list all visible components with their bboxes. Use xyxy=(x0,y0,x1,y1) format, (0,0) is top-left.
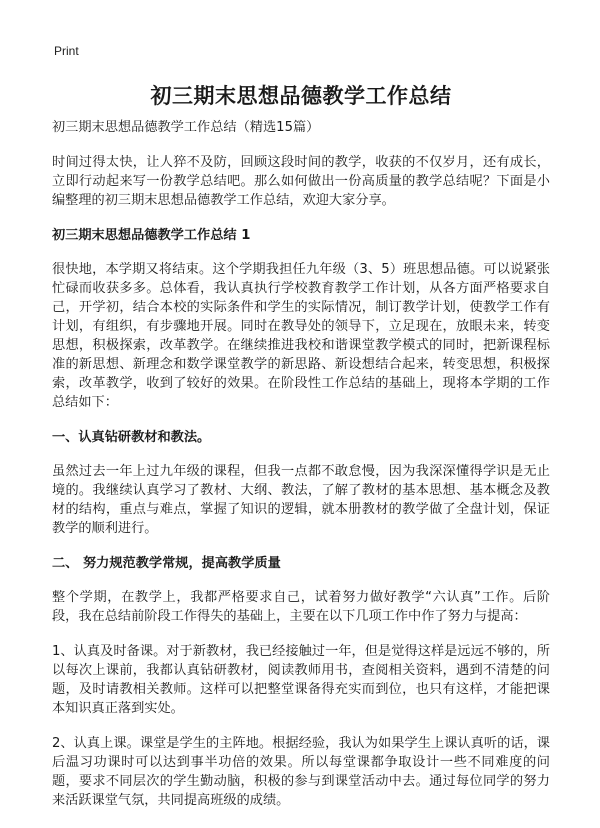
paragraph-teaching-routine: 整个学期，在教学上，我都严格要求自己，试着努力做好教学“六认真”工作。后阶段，我在总结前阶段工作得失的基础上，主要在以下几项工作中作了努力与提高： xyxy=(52,590,550,624)
section-1-paragraph: 很快地，本学期又将结束。这个学期我担任九年级（3、5）班思想品德。可以说紧张忙碌而收获多多。总体看，我认真执行学校教育教学工作计划，从各方面严格要求自己，开学初，结合本校的实际条件和学生的实际情况，制订教学计划，使教学工作有计划，有组织，有步骤地开展。同时在教导处的领导下，立足现在，放眼未来，转变思想，积极探索，改革教学。在继续推进我校和谐课堂教学模式的同时，把新课程标准的新思想、新理念和数学课堂教学的新思路、新设想结合起来，转变思想，积极探索，改革教学，收到了较好的效果。在阶段性工作总结的基础上，现将本学期的工作总结如下： xyxy=(52,262,550,410)
heading-study-materials: 一、认真钻研教材和教法。 xyxy=(52,430,211,445)
document-body xyxy=(52,118,550,826)
list-item-attend-class: 2、认真上课。课堂是学生的主阵地。根据经验，我认为如果学生上课认真听的话，课后温习功课时可以达到事半功倍的效果。所以每堂课都争取设计一些不同难度的问题，要求不同层次的学生勤动脑，积极的参与到课堂活动中去。通过每位同学的努力来活跃课堂气氛，共同提高班级的成绩。 xyxy=(52,736,550,808)
document-subtitle: 初三期末思想品德教学工作总结（精选15篇） xyxy=(52,120,320,135)
list-item-prepare-lessons: 1、认真及时备课。对于新教材，我已经接触过一年，但是觉得这样是远远不够的，所以每次上课前，我都认真钻研教材，阅读教师用书，查阅相关资料，遇到不清楚的问题，及时请教相关教师。这样可以把整堂课备得充实而到位，也只有这样，才能把课本知识真正落到实处。 xyxy=(52,644,550,716)
heading-teaching-routine: 二、 努力规范教学常规，提高教学质量 xyxy=(52,556,281,571)
section-heading-1: 初三期末思想品德教学工作总结 1 xyxy=(52,228,251,243)
print-label: Print xyxy=(54,44,79,58)
paragraph-study-materials: 虽然过去一年上过九年级的课程，但我一点都不敢怠慢，因为我深深懂得学识是无止境的。我继续认真学习了教材、大纲、教法，了解了教材的基本思想、基本概念及教材的结构，重点与难点，掌握了知识的逻辑，就本册教材的教学做了全盘计划，保证教学的顺利进行。 xyxy=(52,464,550,536)
document-title: 初三期末思想品德教学工作总结 xyxy=(150,84,452,108)
intro-paragraph: 时间过得太快，让人猝不及防，回顾这段时间的教学，收获的不仅岁月，还有成长，立即行动起来写一份教学总结吧。那么如何做出一份高质量的教学总结呢？下面是小编整理的初三期末思想品德教学工作总结，欢迎大家分享。 xyxy=(52,155,550,208)
